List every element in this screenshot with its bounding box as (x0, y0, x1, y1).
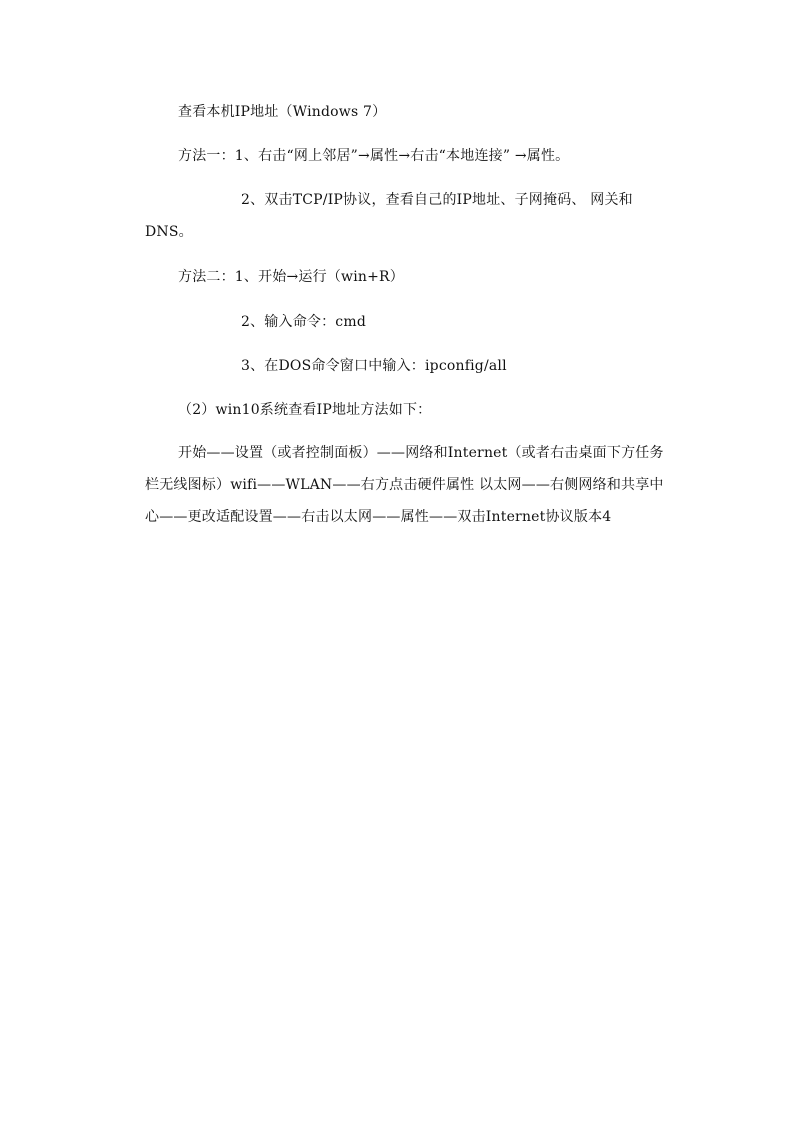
section-title-win10: （2）win10系统查看IP地址方法如下： (178, 402, 432, 418)
section-title-windows7: 查看本机IP地址（Windows 7） (178, 104, 387, 120)
method-one-step-1: 方法一：1、右击“网上邻居”→属性→右击“本地连接” →属性。 (178, 148, 570, 164)
method-one-step-2: 2、双击TCP/IP协议，查看自己的IP地址、子网掩码、 网关和DNS。 (145, 192, 633, 240)
win10-instructions: 开始——设置（或者控制面板）——网络和Internet（或者右击桌面下方任务栏无线图标）wifi——WLAN——右方点击硬件属性 以太网——右侧网络和共享中心——更改适配设置——右击以太网——属性——双击Internet协议版本4 (145, 445, 664, 525)
method-two-step-3: 3、在DOS命令窗口中输入：ipconfig/all (241, 358, 507, 374)
method-two-step-2: 2、输入命令：cmd (241, 314, 366, 330)
document-body (145, 96, 675, 533)
method-two-step-1: 方法二：1、开始→运行（win+R） (178, 269, 404, 285)
